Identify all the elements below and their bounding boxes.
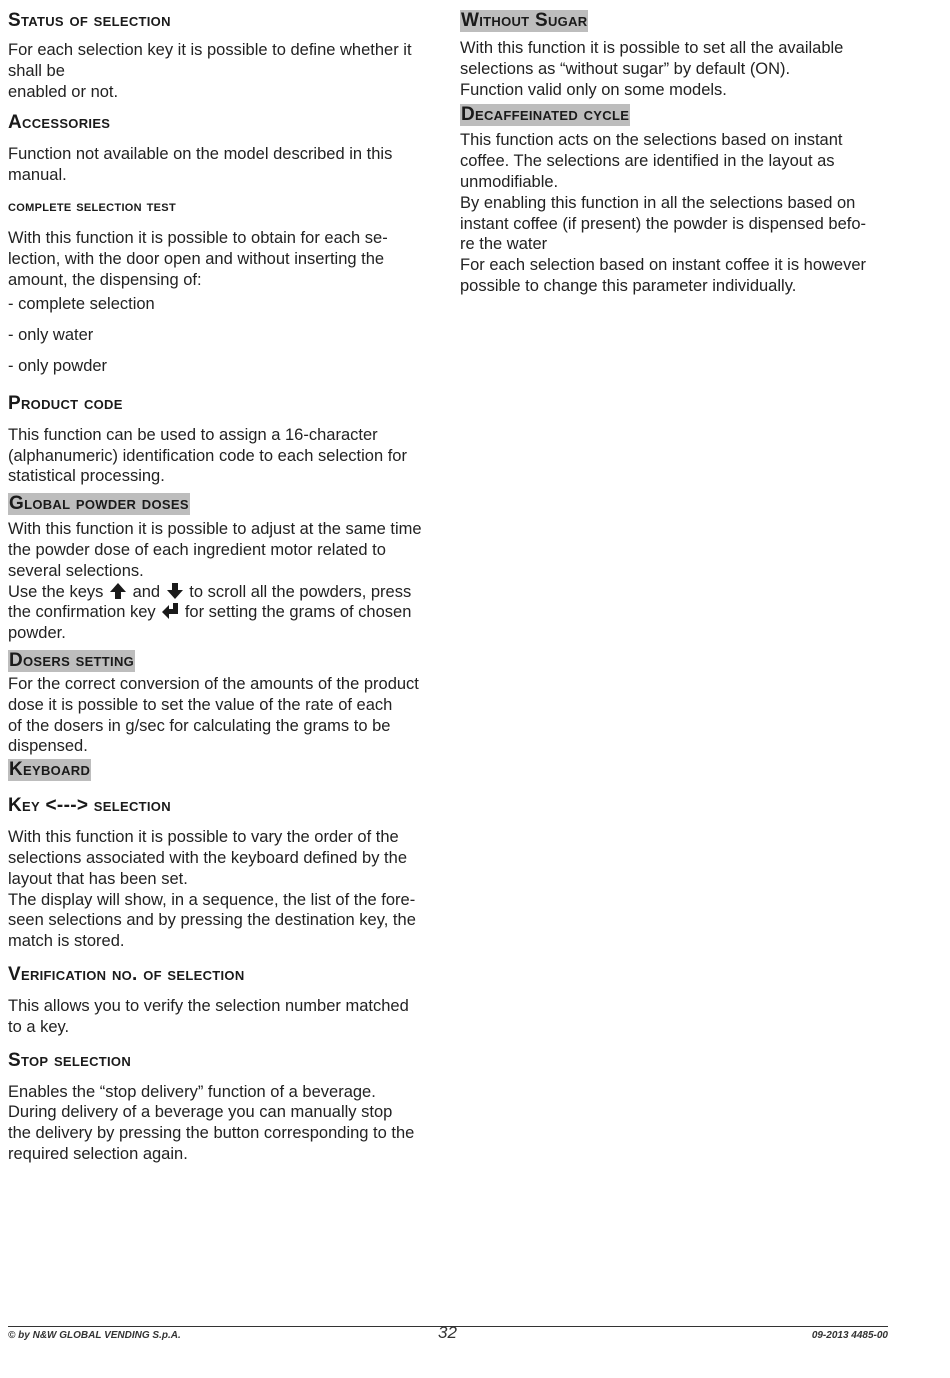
list-item: - only water [8,326,94,345]
verification-text: This allows you to verify the selection number matched to a key. [8,996,409,1036]
heading-dosers-setting: Dosers setting [9,649,135,671]
footer-copyright: © by N&W GLOBAL VENDING S.p.A. [8,1330,181,1341]
left-column [8,10,438,1165]
accessories-text: Function not available on the model described in this manual. [8,145,393,185]
key-selection-text: With this function it is possible to vary the order of the selections associated with the keyboard defined by the layout that has been set. The display will show, in a sequence, the list of the fore- seen selections and by pressing the destination key, the match is stored. [8,828,416,951]
product-code-text: This function can be used to assign a 16-character (alphanumeric) identification code to each selection for statistical processing. [8,425,407,486]
decaffeinated-text: This function acts on the selections based on instant coffee. The selections are identified in the layout as unmodifiable. By enabling this function in all the selections based on instant coffee (if present) the powder is dispensed befo- re the water For each selection based on instant coffee it is however possible to change this parameter individually. [460,131,867,295]
heading-stop-selection: Stop selection [8,1049,132,1071]
global-powder-text: With this function it is possible to adjust at the same time the powder dose of each ingredient motor related to several selections. Use the keys and to scroll all the powders, press the confirmation key for setting the grams of chosen powder. [8,520,422,643]
enter-key-icon [161,602,179,620]
heading-accessories: Accessories [8,112,111,134]
heading-status-of-selection: Status of selection [8,10,171,31]
heading-product-code: Product code [8,392,123,414]
right-column [460,10,890,297]
heading-without-sugar: Without Sugar [461,10,588,31]
complete-test-text: With this function it is possible to obtain for each se- lection, with the door open and without inserting the amount, the dispensing of: [8,228,388,289]
list-item: - only powder [8,356,108,375]
dosers-text: For the correct conversion of the amounts of the product dose it is possible to set the value of the rate of each of the dosers in g/sec for calculating the grams to be dispensed. [8,674,419,756]
arrow-down-key-icon [166,582,184,600]
heading-global-powder-doses: Global powder doses [9,493,189,515]
stop-selection-text: Enables the “stop delivery” function of a beverage. During delivery of a beverage you can manually stop the delivery by pressing the button corresponding to the required selection again. [8,1082,415,1163]
footer-doc-ref: 09-2013 4485-00 [811,1330,888,1341]
list-item: - complete selection [8,295,155,314]
without-sugar-text: With this function it is possible to set all the available selections as “without sugar” by default (ON). Function valid only on some models. [460,39,844,99]
heading-key-selection: Key <---> selection [8,795,171,817]
arrow-up-key-icon [109,582,127,600]
heading-keyboard: Keyboard [9,759,91,781]
page-number: 32 [438,1323,457,1342]
heading-complete-selection-test: complete selection test [8,197,176,215]
heading-decaffeinated-cycle: Decaffeinated cycle [461,104,630,126]
status-text: For each selection key it is possible to define whether it shall be enabled or not. [8,41,412,101]
heading-verification: Verification no. of selection [8,963,245,985]
